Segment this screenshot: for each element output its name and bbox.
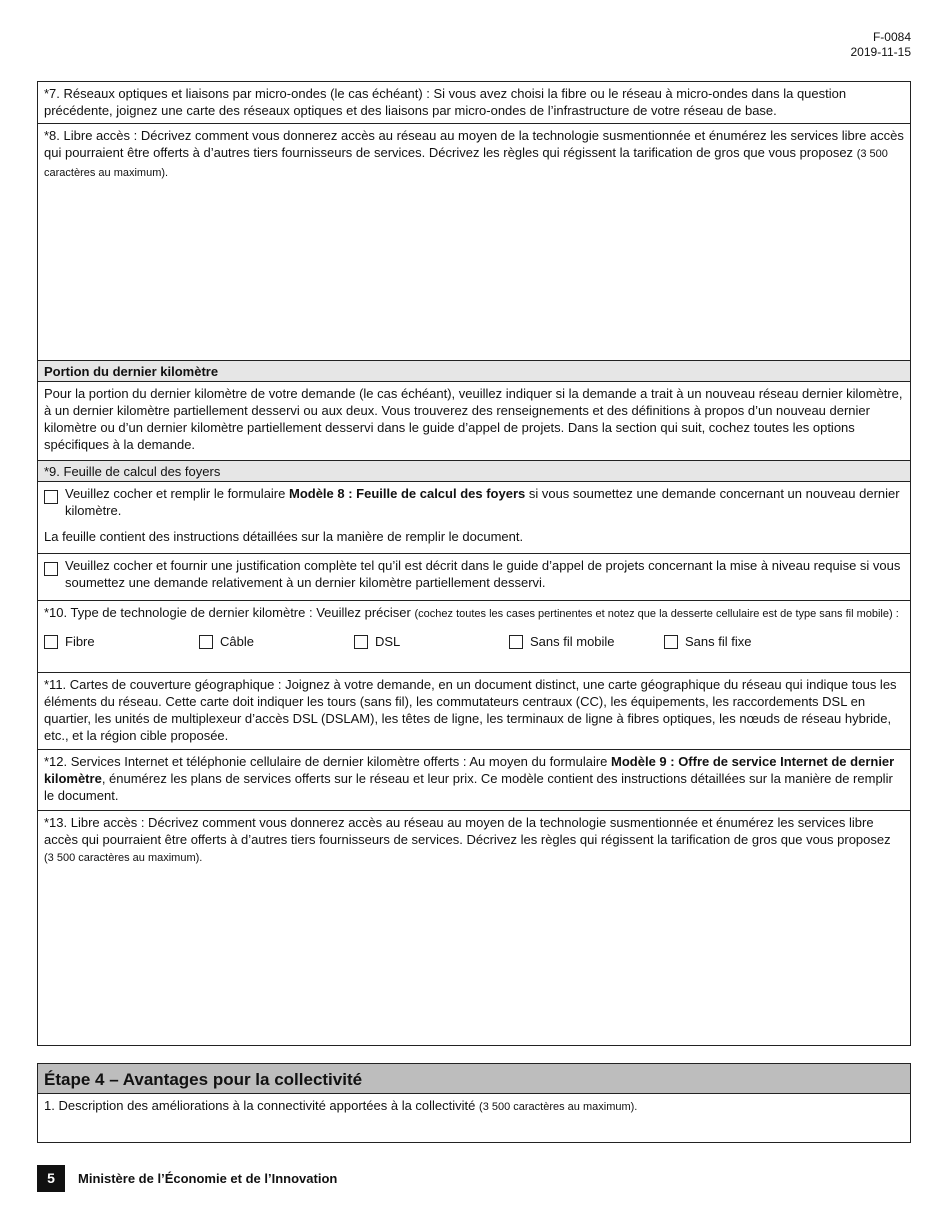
option-mobile-wireless[interactable]: Sans fil mobile [509, 633, 664, 650]
cable-checkbox[interactable] [199, 635, 213, 649]
last-mile-intro: Pour la portion du dernier kilomètre de votre demande (le cas échéant), veuillez indiquer si la demande a trait à un nouveau réseau dernier kilomètre, à un dernier kilomètre partiellement desservi ou aux deux. Vous trouverez des renseignements et des définitions à propos d’un nouveau dernier kilomètre ou d’un dernier kilomètre partiellement desservi dans le guide d’appel de projets. Dans la section qui suit, cochez toutes les options spécifiques à la demande. [38, 382, 910, 461]
question-8-note: (3 500 caractères au maximum). [44, 148, 888, 179]
form-identifier [851, 30, 912, 60]
ministry-name: Ministère de l’Économie et de l’Innovation [78, 1171, 338, 1186]
option-dsl[interactable]: DSL [354, 633, 509, 650]
step-4-title: Étape 4 – Avantages pour la collectivité [38, 1064, 910, 1094]
question-9-new-last-mile [38, 482, 910, 554]
technology-options [44, 633, 904, 650]
question-8-text: *8. Libre accès : Décrivez comment vous donnerez accès au réseau au moyen de la technologie susmentionnée et énumérez les services libre accès qui pourraient être offerts à d’autres tiers fournisseurs de services. Décrivez les règles qui régissent la tarification de gros que vous proposez [44, 128, 904, 160]
question-7-text: *7. Réseaux optiques et liaisons par micro-ondes (le cas échéant) : Si vous avez choisi la fibre ou le réseau à micro-ondes dans la question précédente, joignez une carte des réseaux optiques et des liaisons par micro-ondes de l’infrastructure de votre réseau de base. [44, 86, 847, 118]
step-4-section [37, 1063, 911, 1143]
step-4-question-1[interactable]: 1. Description des améliorations à la connectivité apportées à la collectivité (3 500 caractères au maximum). [44, 1098, 638, 1113]
option-fixed-wireless[interactable]: Sans fil fixe [664, 633, 819, 650]
mobile-wireless-checkbox[interactable] [509, 635, 523, 649]
question-9-note: La feuille contient des instructions détaillées sur la manière de remplir le document. [44, 529, 524, 544]
question-10-text: *10. Type de technologie de dernier kilomètre : Veuillez préciser [44, 605, 411, 620]
question-11: *11. Cartes de couverture géographique : Joignez à votre demande, en un document distinct, une carte géographique du réseau qui indique tous les éléments du réseau. Cette carte doit indiquer les tours (sans fil), les commutateurs centraux (CC), les équipements, les raccordements DSL en quartier, les unités de multiplexeur d’accès DSL (DSLAM), les têtes de ligne, les terminaux de ligne à fibres optiques, les nœuds de réseau hybride, etc., et la région cible proposée. [38, 673, 910, 750]
page-number: 5 [37, 1165, 65, 1192]
fibre-checkbox[interactable] [44, 635, 58, 649]
fixed-wireless-checkbox[interactable] [664, 635, 678, 649]
option-fibre[interactable]: Fibre [44, 633, 199, 650]
question-13-note: (3 500 caractères au maximum). [44, 852, 203, 864]
question-12: *12. Services Internet et téléphonie cellulaire de dernier kilomètre offerts : Au moyen du formulaire Modèle 9 : Offre de service Internet de dernier kilomètre, énumérez les plans de services offerts sur le réseau et leur prix. Ce modèle contient des instructions détaillées sur la manière de remplir le document. [38, 750, 910, 811]
new-last-mile-checkbox[interactable] [44, 490, 58, 504]
option-cable[interactable]: Câble [199, 633, 354, 650]
new-last-mile-label: Veuillez cocher et remplir le formulaire Modèle 8 : Feuille de calcul des foyers si vous soumettez une demande concernant un nouveau dernier kilomètre. [65, 486, 900, 518]
partial-last-mile-label: Veuillez cocher et fournir une justification complète tel qu’il est décrit dans le guide d’appel de projets concernant la mise à niveau requise si vous soumettez une demande relativement à un dernier kilomètre partiellement desservi. [65, 558, 901, 590]
question-9-title: *9. Feuille de calcul des foyers [38, 461, 910, 482]
question-8[interactable] [38, 124, 910, 361]
question-13[interactable] [38, 811, 910, 1044]
form-number: F-0084 [872, 30, 911, 44]
dsl-checkbox[interactable] [354, 635, 368, 649]
partial-last-mile-checkbox[interactable] [44, 562, 58, 576]
page-footer [37, 1165, 337, 1192]
last-mile-section-title: Portion du dernier kilomètre [38, 361, 910, 382]
question-9-partial-last-mile [38, 554, 910, 601]
form-date: 2019-11-15 [850, 45, 911, 59]
question-10-note: (cochez toutes les cases pertinentes et notez que la desserte cellulaire est de type sans fil mobile) : [414, 608, 899, 620]
form-section-network [37, 81, 911, 1046]
question-10 [38, 601, 910, 673]
question-7 [38, 82, 910, 124]
question-13-text: *13. Libre accès : Décrivez comment vous donnerez accès au réseau au moyen de la technologie susmentionnée et énumérez les services libre accès qui pourraient être offerts à d’autres tiers fournisseurs de services. Décrivez les règles qui régissent la tarification de gros que vous proposez [44, 815, 891, 847]
